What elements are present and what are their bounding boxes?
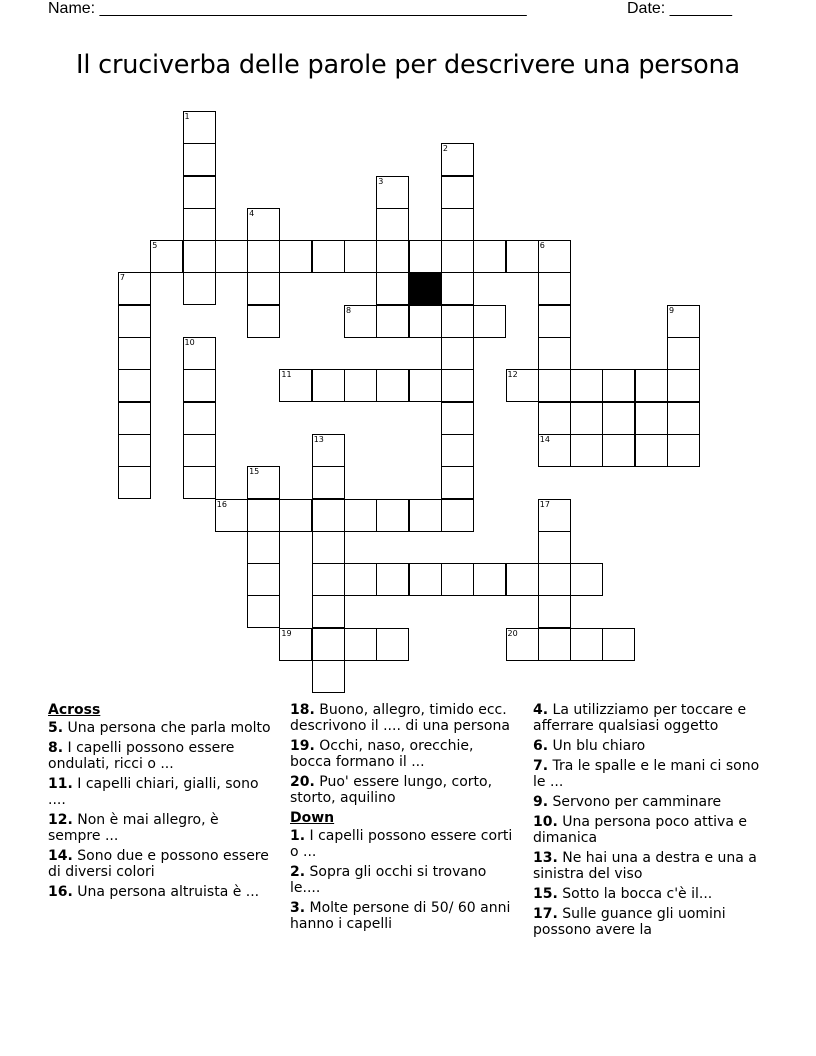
crossword-cell[interactable] [538, 563, 571, 596]
crossword-cell[interactable] [538, 305, 571, 338]
clue-number: 11 [281, 370, 292, 380]
crossword-cell[interactable] [247, 208, 280, 241]
crossword-cell[interactable] [312, 240, 345, 273]
crossword-cell[interactable] [247, 240, 280, 273]
crossword-cell[interactable] [538, 402, 571, 435]
crossword-cell[interactable] [667, 402, 700, 435]
clue-number: 1 [184, 111, 190, 121]
clue-number: 8 [346, 305, 352, 315]
clue-down-6: 6. Un blu chiaro [533, 738, 646, 754]
crossword-cell[interactable] [183, 143, 216, 176]
crossword-cell[interactable] [247, 563, 280, 596]
clue-down-17: 17. Sulle guance gli uomini possono avere la [533, 906, 726, 938]
clue-number: 9 [669, 305, 675, 315]
crossword-cell[interactable] [247, 595, 280, 628]
crossword-cell[interactable] [441, 499, 474, 532]
crossword-cell[interactable] [118, 466, 151, 499]
crossword-cell[interactable] [441, 434, 474, 467]
clue-down-9: 9. Servono per camminare [533, 794, 722, 810]
crossword-cell[interactable] [312, 563, 345, 596]
clue-down-10: 10. Una persona poco attiva e dimanica [533, 814, 747, 846]
date-field-label[interactable]: Date: _______ [627, 0, 732, 17]
clue-number: 14 [539, 434, 550, 444]
clue-number: 5 [152, 241, 158, 251]
crossword-cell[interactable] [183, 111, 216, 144]
crossword-cell[interactable] [183, 240, 216, 273]
crossword-cell[interactable] [376, 272, 409, 305]
down-heading: Down [290, 810, 335, 826]
crossword-cell[interactable] [441, 305, 474, 338]
clue-down-13: 13. Ne hai una a destra e una a sinistra del viso [533, 850, 757, 882]
crossword-cell[interactable] [538, 369, 571, 402]
crossword-cell[interactable] [376, 369, 409, 402]
clue-number: 7 [119, 273, 125, 283]
crossword-cell[interactable] [506, 369, 539, 402]
crossword-cell[interactable] [538, 434, 571, 467]
crossword-cell[interactable] [570, 402, 603, 435]
crossword-cell[interactable] [441, 208, 474, 241]
clue-across-5: 5. Una persona che parla molto [48, 720, 271, 736]
clue-number: 15 [249, 467, 260, 477]
clue-across-19: 19. Occhi, naso, orecchie, bocca formano il ... [290, 738, 474, 770]
crossword-cell[interactable] [344, 499, 377, 532]
crossword-cell[interactable] [247, 499, 280, 532]
clue-across-18: 18. Buono, allegro, timido ecc. descrivono il .... di una persona [290, 702, 510, 734]
clue-down-15: 15. Sotto la bocca c'è il... [533, 886, 713, 902]
clues-column-2 [290, 702, 516, 936]
crossword-cell[interactable] [279, 628, 312, 661]
crossword-cell[interactable] [118, 337, 151, 370]
crossword-cell[interactable] [506, 628, 539, 661]
crossword-cell[interactable] [538, 595, 571, 628]
crossword-cell[interactable] [473, 563, 506, 596]
crossword-cell[interactable] [376, 563, 409, 596]
crossword-cell[interactable] [441, 369, 474, 402]
crossword-cell[interactable] [344, 305, 377, 338]
crossword-cell[interactable] [118, 434, 151, 467]
crossword-cell[interactable] [441, 466, 474, 499]
crossword-cell[interactable] [667, 434, 700, 467]
clue-across-8: 8. I capelli possono essere ondulati, ricci o ... [48, 740, 235, 772]
crossword-cell[interactable] [344, 563, 377, 596]
crossword-cell[interactable] [312, 434, 345, 467]
crossword-cell[interactable] [570, 369, 603, 402]
crossword-cell[interactable] [441, 143, 474, 176]
crossword-cell[interactable] [441, 337, 474, 370]
crossword-cell[interactable] [376, 176, 409, 209]
clue-down-3: 3. Molte persone di 50/ 60 anni hanno i capelli [290, 900, 511, 932]
clue-down-2: 2. Sopra gli occhi si trovano le.... [290, 864, 487, 896]
crossword-cell[interactable] [635, 402, 668, 435]
crossword-cell[interactable] [312, 660, 345, 693]
crossword-cell[interactable] [376, 240, 409, 273]
crossword-cell[interactable] [279, 499, 312, 532]
crossword-cell[interactable] [667, 305, 700, 338]
crossword-cell[interactable] [441, 176, 474, 209]
page-title: Il cruciverba delle parole per descrivere una persona [76, 50, 740, 80]
crossword-cell[interactable] [506, 240, 539, 273]
crossword-cell[interactable] [538, 499, 571, 532]
clue-number: 19 [281, 628, 292, 638]
crossword-cell[interactable] [376, 305, 409, 338]
clue-number: 2 [442, 144, 448, 154]
clue-down-1: 1. I capelli possono essere corti o ... [290, 828, 513, 860]
crossword-cell[interactable] [602, 628, 635, 661]
clues-column-1 [48, 702, 273, 904]
crossword-cell[interactable] [215, 499, 248, 532]
crossword-cell[interactable] [376, 208, 409, 241]
crossword-cell[interactable] [279, 369, 312, 402]
crossword-cell[interactable] [150, 240, 183, 273]
crossword-cell[interactable] [409, 240, 442, 273]
clue-number: 13 [313, 434, 324, 444]
crossword-cell[interactable] [183, 402, 216, 435]
clue-across-11: 11. I capelli chiari, gialli, sono .... [48, 776, 259, 808]
crossword-cell[interactable] [441, 563, 474, 596]
crossword-cell[interactable] [602, 402, 635, 435]
crossword-cell[interactable] [602, 369, 635, 402]
crossword-cell[interactable] [312, 499, 345, 532]
crossword-cell[interactable] [376, 628, 409, 661]
crossword-cell[interactable] [312, 595, 345, 628]
crossword-cell[interactable] [538, 337, 571, 370]
clue-number: 12 [507, 370, 518, 380]
clue-number: 3 [378, 176, 384, 186]
crossword-cell[interactable] [570, 563, 603, 596]
crossword-cell[interactable] [538, 272, 571, 305]
crossword-cell[interactable] [602, 434, 635, 467]
crossword-cell[interactable] [183, 337, 216, 370]
crossword-cell[interactable] [118, 402, 151, 435]
crossword-cell[interactable] [312, 466, 345, 499]
name-field-label[interactable]: Name: ________________________________________________ [48, 0, 527, 17]
crossword-cell[interactable] [279, 240, 312, 273]
crossword-cell[interactable] [183, 208, 216, 241]
crossword-cell[interactable] [635, 434, 668, 467]
crossword-cell[interactable] [538, 240, 571, 273]
crossword-cell[interactable] [473, 240, 506, 273]
crossword-cell[interactable] [183, 434, 216, 467]
clue-down-7: 7. Tra le spalle e le mani ci sono le ... [533, 758, 760, 790]
crossword-cell[interactable] [538, 531, 571, 564]
crossword-cell[interactable] [118, 272, 151, 305]
crossword-cell[interactable] [183, 466, 216, 499]
crossword-cell[interactable] [312, 531, 345, 564]
crossword-cell[interactable] [506, 563, 539, 596]
clue-number: 4 [249, 208, 255, 218]
clue-across-14: 14. Sono due e possono essere di diversi colori [48, 848, 269, 880]
clue-across-16: 16. Una persona altruista è ... [48, 884, 260, 900]
crossword-cell[interactable] [344, 628, 377, 661]
crossword-cell[interactable] [667, 337, 700, 370]
crossword-cell[interactable] [538, 628, 571, 661]
crossword-cell[interactable] [667, 369, 700, 402]
clue-number: 16 [216, 499, 227, 509]
across-heading: Across [48, 702, 101, 718]
crossword-cell[interactable] [118, 305, 151, 338]
crossword-cell[interactable] [118, 369, 151, 402]
crossword-cell[interactable] [409, 499, 442, 532]
crossword-cell[interactable] [183, 272, 216, 305]
clue-number: 10 [184, 338, 195, 347]
crossword-cell[interactable] [247, 272, 280, 305]
clue-down-4: 4. La utilizziamo per toccare e afferrare qualsiasi oggetto [533, 702, 747, 734]
crossword-cell[interactable] [344, 369, 377, 402]
crossword-cell[interactable] [183, 176, 216, 209]
crossword-cell[interactable] [441, 272, 474, 305]
crossword-cell[interactable] [376, 499, 409, 532]
black-cell [409, 272, 442, 305]
crossword-cell[interactable] [247, 466, 280, 499]
clues-column-3 [533, 702, 765, 942]
crossword-cell[interactable] [183, 369, 216, 402]
crossword-cell[interactable] [635, 369, 668, 402]
crossword-cell[interactable] [409, 305, 442, 338]
crossword-cell[interactable] [409, 369, 442, 402]
clue-number: 20 [507, 628, 518, 638]
crossword-cell[interactable] [570, 434, 603, 467]
crossword-cell[interactable] [473, 305, 506, 338]
crossword-cell[interactable] [215, 240, 248, 273]
crossword-cell[interactable] [247, 305, 280, 338]
crossword-cell[interactable] [312, 628, 345, 661]
crossword-cell[interactable] [409, 563, 442, 596]
clue-number: 17 [539, 499, 550, 509]
crossword-cell[interactable] [247, 531, 280, 564]
clue-number: 6 [539, 241, 545, 251]
crossword-cell[interactable] [312, 369, 345, 402]
crossword-cell[interactable] [441, 240, 474, 273]
clue-across-12: 12. Non è mai allegro, è sempre ... [48, 812, 219, 844]
clue-across-20: 20. Puo' essere lungo, corto, storto, aquilino [290, 774, 493, 806]
crossword-cell[interactable] [344, 240, 377, 273]
crossword-cell[interactable] [441, 402, 474, 435]
crossword-cell[interactable] [570, 628, 603, 661]
